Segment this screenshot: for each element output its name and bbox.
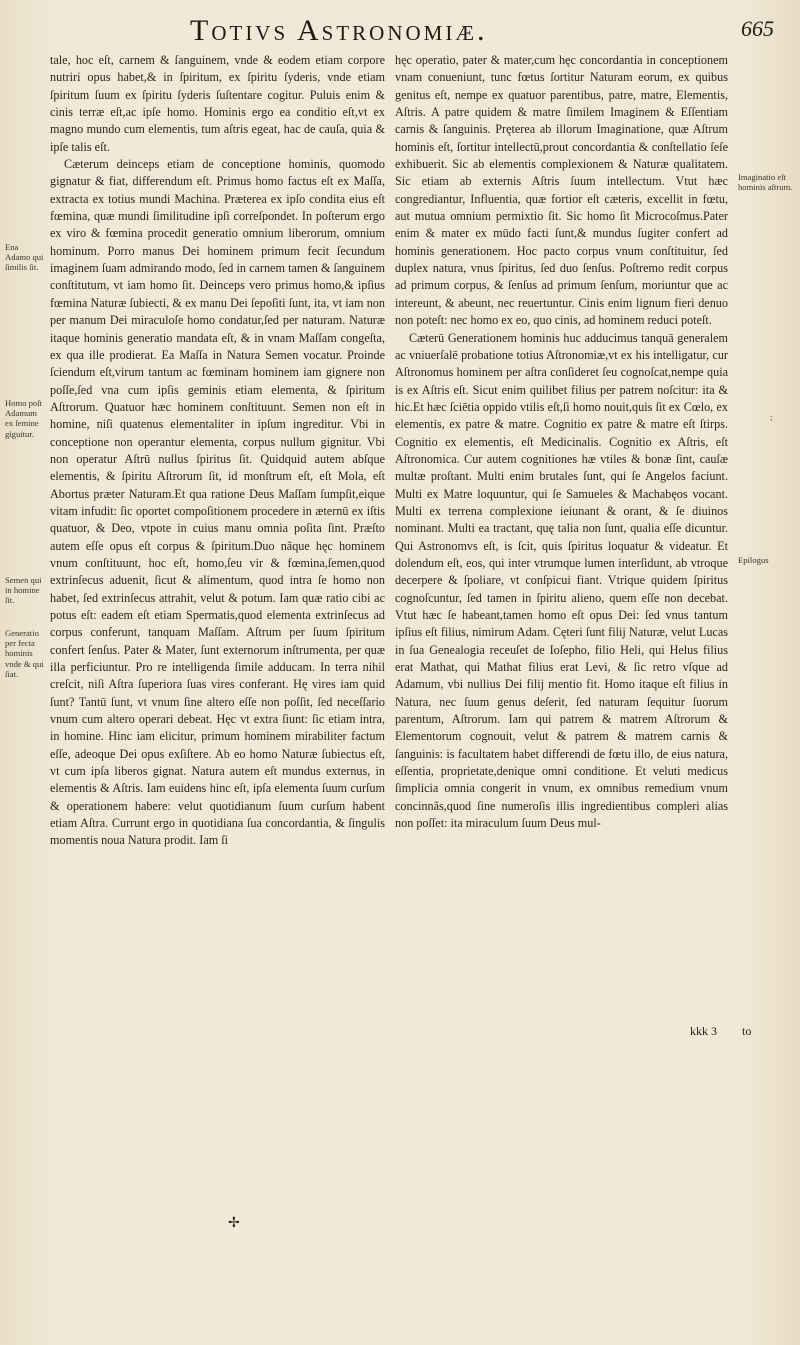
ink-mark: ✢ [228, 1216, 240, 1231]
page-header [0, 14, 800, 54]
margin-note: Ena Adamo qui ſimilis ſit. [5, 242, 44, 273]
page-number: 665 [741, 16, 774, 41]
running-head: Totivs Astronomiæ. [190, 14, 488, 47]
signature-mark: kkk 3 [690, 1024, 717, 1038]
margin-note: Epilogus [738, 555, 769, 565]
margin-note: Homo poſt Adamum ex ſemine giguitur. [5, 398, 43, 439]
paragraph: hęc operatio, pater & mater,cum hęc concordantia in conceptionem vnam conueniunt, tunc fœtus ſortitur Naturam eorum, ex quibus genitus eſt, nempe ex quatuor parentibus, patre, matre, Elementis, Aſtris. A patre quidem & matre ſimilem Imaginem & Eſſentiam carnis & ſanguinis. Pręterea ab illorum Imaginatione, quæ Aſtrum hominis eſt, ſortitur intellectū,prout concordantia & conſtellatio ſeſe exhibuerit. Sic ab elementis complexionem & Naturæ qualitatem. Sic etiam ab externis Aſtris ſuum intellectum. Vtut hæc congrediantur, Influentia, quæ fortior eſt cæteris, excellit in fœtu, aut mutua omnium permixtio ſit. Sic homo ſit Microcoſmus.Pater enim & mater ex mūdo facti ſunt,& mundus ſugiter confert ad hominis generationem. Hoc pacto corpus vnum conſtituitur, ſed duplex natura, vnus ſpiritus, ſed duo ſenſus. Poſtremo redit corpus ad primum corpus, & ſenſus ad primum ſenſum, moriuntur que ac intereunt, & abeunt, nec reuertuntur. Cinis enim lignum fieri denuo non poteſt: nec homo ex eo, quo cinis, ad hominem reduci poteſt. [395, 53, 728, 328]
catchline [690, 1024, 751, 1039]
margin-note: Semen qui in homine ſit. [5, 575, 42, 606]
margin-note: ; [770, 412, 773, 422]
paragraph: Cæterū Generationem hominis huc adducimus tanquā generalem ac vniuerſalē probatione totius Aſtronomiæ,vt ex his intelligatur, cur Aſtronomus hominem per aſtra conſideret ſeu cognoſcat,nempe quia is ex Aſtris eſt. Sicut enim quilibet filius per patrem noſcitur: ita & hic.Et hæc ſciētia oppido vtilis eſt,ſi homo nouit,quis ſit ex Cœlo, ex elementis, ex patre & matre. Cognitio ex patre & matre eſt ſtirps. Cognitio ex elementis, eſt Medicinalis. Cognitio ex Aſtris, eſt Aſtronomica. Cur autem cognitiones hæ vtiles & bonæ ſint, cauſæ multæ proſtant. Multi enim brutales ſunt, qui ſe Angelos faciunt. Multi ex Matre loquuntur, qui ſe Samueles & Machabęos vocant. Multi ex terrena complexione ieiunant & orant, & ſe diuinos nominant. Multi ea tractant, quę talia non ſunt, qualia eſſe dicuntur. Qui Astronomvs eſt, is ſcit, quis ſpiritus loquatur & videatur. Et dolendum eſt, eos, qui inter vtrumque lumen interſidunt, ab vtroque decerpere & ſpoliare, vt conſpicui fiant. Vtrique quidem ſpiritus cognoſcuntur, ſed tamen in ſpiritu alieno, quem eſſe non decebat. Vtut hæc ſe habeant,tamen homo eſt opus Dei: ſed vnus tantum ipſius eſt filius, nimirum Adam. Cęteri ſunt filij Naturæ, velut Lucas in ſua Genealogia receuſet de Ioſepho, filio Heli, qui Helus filius erat Mathat, qui Mathat filius erat Levi, & ſic retro vſque ad Adamum, vbi nullius Dei filij mentio fit. Homo itaque eſt filius in Natura, nec ſuum genus deſerit, ſed naturam ſequitur ſuorum parentum, Aſtrorum. Iam qui patrem & matrem Aſtrorum & Elementorum cognouit, velut & patrem & matrem carnis & ſanguinis: is facultatem habet differendi de fœtu illo, de eius natura, eſſentia, proprietate,denique omni conditione. Et veluti medicus ſimplicia omnia congerit in vnum, ex omnibus remedium vnum concinnãs,quod ſine numeroſis illis ingredientibus compleri alias non poſſet: ita miraculum ſuum Deus mul- [395, 330, 728, 831]
margin-note: Generatio per fecta hominis vnde & qui ſiat. [5, 628, 44, 679]
left-text-column [50, 52, 385, 850]
right-text-column [395, 52, 728, 832]
paragraph: Cæterum deinceps etiam de conceptione hominis, quomodo gignatur & fiat, differendum eſt. Primus homo factus eſt ex Maſſa, extracta ex totius mundi Machina. Præterea ex ipſo condita eius eſt fœmina, quæ mundi ſimilitudine ipſi correſpondet. In poſterum ergo ex viro & fœmina procedit generatio omnium liberorum, omnium hominum. Porro manus Dei hominem primum fecit ſecundum imaginem ſuam admirando modo, ſed in carnem tamen & ſanguinem conſtitutum, vt iam homo ſit. Deinceps vero primus homo,& ipſius fœmina Naturæ ſubiecti, & ex manu Dei ſepoſiti ſunt, ita, vt iam non per manum Dei miraculoſe homo condatur,ſed per naturam. Naturæ itaque hominis generatio mandata eſt, & in vnam Maſſam congeſta, ex qua ille prodierat. Ea Maſſa in Natura Semen vocatur. Proinde ſciendum eſt,virum tantum ac fœminam hominem iam gignere non poſſe,ſed vna cum ipſis geminis etiam elementa, & ſpiritum Aſtrorum. Quatuor hæc hominem conſtituunt. Semen non eſt in homine, niſi quatenus elementaliter in ipſum ingreditur. Vbi in conceptione non operantur elementa, corpus nullum gignitur. Vbi non operatur Aſtrū nullus ſpiritus ſit. Quidquid autem abſque elementis, & ſpiritu Aſtrorum ſit, id monſtrum eſt, eſt Mola, eſt Abortus præter Naturam.Et qua ratione Deus Maſſam ſumpſit,eique vitam infudit: ſic oportet compoſitionem procedere in æternū ex iſtis quatuor, & Deo, vtpote in cuius manu omnia poſita ſint. Præſto autem eſſe opus eſt corpus & ſpiritum.Duo nãque hęc hominem vnum conſtituunt, hoc eſt, homo,ſeu vir & fœmina,ſemen,quod extrinſecus aduenit, ſicut & alimentum, quod intra ſe homo non habet, ſed extrinſecus attrahit, velut & potum. Iam quæ ratio cibi ac potus eſt: eadem eſt etiam Spermatis,quod elementa extrinſecus ad corpus conferunt, tanquam Maſſam. Aſtrum per ſuum ſpiritum confert ſenſus. Pater & Mater, ſunt externorum inſtrumenta, per quæ illa perficiuntur. Pro re intelligenda ſimile adducam. In terra nihil creſcit, niſi Aſtra ſuperiora ſuas vires conferant. Hę vires iam quid ſunt? Tantū ſunt, vt vnum ſine altero eſſe non poſſit, ſed neceſſario vnum cum altero operari debeat. Hęc vt extra ſiunt: ſic etiam intra, in homine. Hinc iam elicitur, primum hominem mirabiliter factum eſſe, adeoque Dei opus exſiſtere. Ab eo homo Naturæ ſubiectus eſt, vt cum ipſa liberos gignat. Natura autem eſt mundus externus, in elementis & Aſtris. Iam euidens hinc eſt, ipſa elementa ſuum curſum & operationem habere: velut quotidianum ſuum curſum habent etiam Aſtra. Currunt ergo in quotidiana ſua concordantia, & ſingulis momentis noua Natura prodit. Iam ſi [50, 157, 385, 848]
margin-note: Imaginatio eſt hominis aſtrum. [738, 172, 793, 193]
paragraph: tale, hoc eſt, carnem & ſanguinem, vnde & eodem etiam corpore nutriri opus habet,& in ſpiritum, ex ſpiritu ſyderis, vnde etiam ſpiritum ſuum ex ſpiritu ſyderis ſuſtentare cogitur. Puluis enim & cinis terræ eſt,ac ipſe homo. Hominis ergo ea conditio eſt,vt ex magno mundo cum elementis, tum aſtris egeat, hac de cauſa, quia & ipſe talis eſt. [50, 53, 385, 154]
catchword: to [742, 1024, 752, 1038]
